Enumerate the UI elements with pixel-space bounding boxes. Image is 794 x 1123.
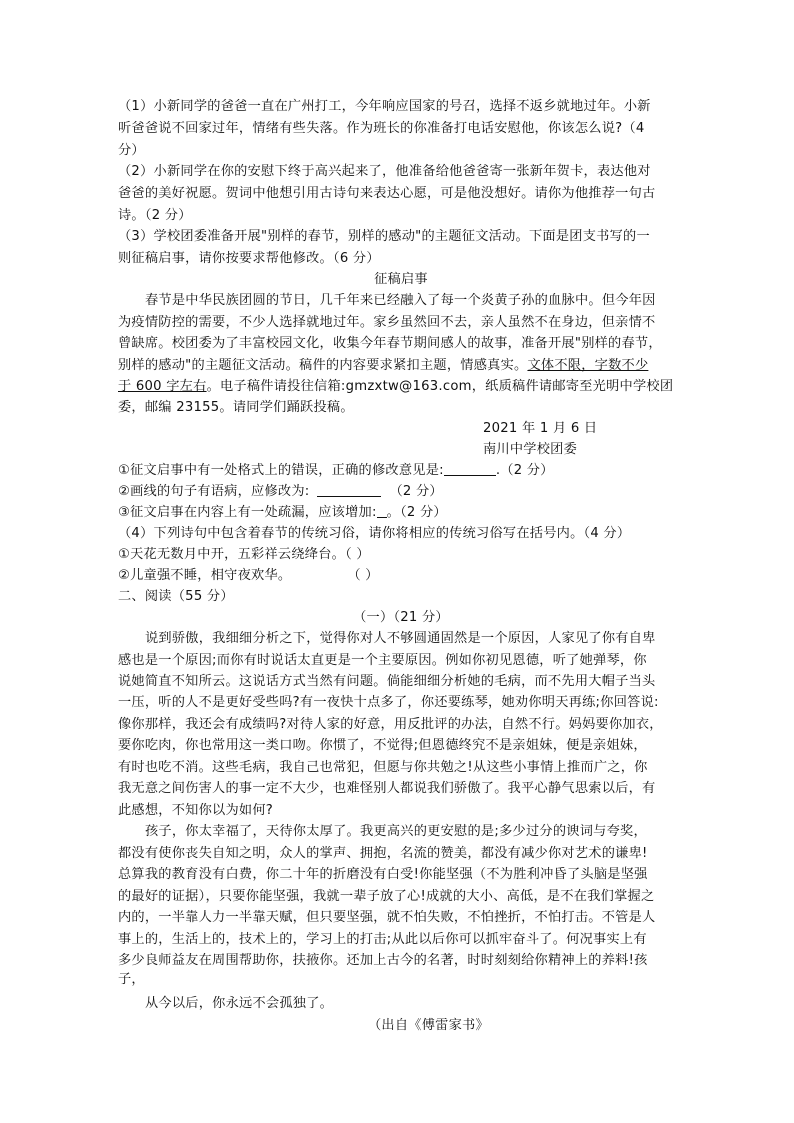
notice-line-2: 为疫情防控的需要，不少人选择就地过年。家乡虽然回不去，亲人虽然不在身边，但亲情不 xyxy=(118,315,656,330)
passage-line: 内的，一半靠人力一半靠天赋，但只要坚强，就不怕失败，不怕挫折，不怕打击。不管是人 xyxy=(118,910,656,925)
passage-line: 多少良师益友在周围帮助你，扶掖你。还加上古今的名著，时时刻刻给你精神上的养料!孩 xyxy=(118,953,648,968)
q2-line-2: 爸爸的美好祝愿。贺词中他想引用古诗句来表达心愿，可是他没想好。请你为他推荐一句古 xyxy=(118,186,656,201)
notice-line-5 xyxy=(118,376,684,398)
passage-line: 一压，听的人不是更好受些吗?有一夜快十点多了，你还要练琴，她劝你明天再练;你回答说: xyxy=(118,695,659,710)
passage-line: 都没有使你丧失自知之明，众人的掌声、拥抱，名流的赞美，都没有减少你对艺术的谦卑! xyxy=(118,846,648,861)
q3-line-1: （3）学校团委准备开展"别样的春节，别样的感动"的主题征文活动。下面是团支书写的一 xyxy=(118,229,650,244)
passage-line: 说到骄傲，我细细分析之下，觉得你对人不够圆通固然是一个原因，人家见了你有自卑 xyxy=(145,631,656,646)
q4-item-2-text: ②儿童强不睡，相守夜欢华。 xyxy=(118,568,292,583)
notice-line-6: 委，邮编 23155。请同学们踊跃投稿。 xyxy=(118,400,354,415)
passage-line: 要你吃肉，你也常用这一类口吻。你惯了，不觉得;但恩德终究不是亲姐妹，便是亲姐妹， xyxy=(118,738,647,753)
passage-line: 像你那样，我还会有成绩吗?对待人家的好意，用反批评的办法，自然不行。妈妈要你加衣， xyxy=(118,717,663,732)
passage-line: 说她简直不知所云。这说话方式当然有问题。倘能细细分析她的毛病，而不先用大帽子当头 xyxy=(118,674,656,689)
subq-1-tail: .（2 分） xyxy=(495,463,554,478)
notice-line-1: 春节是中华民族团圆的节日，几千年来已经融入了每一个炎黄子孙的血脉中。但今年因 xyxy=(145,293,656,308)
part-1-title: （一）（21 分） xyxy=(353,610,449,625)
q4-item-2-paren: （ ） xyxy=(347,568,379,583)
q1-line-3: 分） xyxy=(118,143,145,158)
q4-item-2 xyxy=(118,565,684,587)
passage-line: 子， xyxy=(118,972,145,987)
subq-1-text: ①征文启事中有一处格式上的错误，正确的修改意见是: xyxy=(118,463,444,478)
answer-blank-2[interactable] xyxy=(317,482,381,497)
q1-line-1: （1）小新同学的爸爸一直在广州打工，今年响应国家的号召，选择不返乡就地过年。小新 xyxy=(118,99,651,114)
q3-line-2: 则征稿启事，请你按要求帮他修改。（6 分） xyxy=(118,251,380,266)
notice-line-5-rest: 。电子稿件请投往信箱:gmzxtw@163.com，纸质稿件请邮寄至光明中学校团 xyxy=(206,379,674,394)
notice-signer: 南川中学校团委 xyxy=(483,442,578,457)
passage-line: 孩子，你太幸福了，天待你太厚了。我更高兴的更安慰的是;多少过分的谀词与夸奖， xyxy=(145,824,647,839)
subq-3 xyxy=(118,502,684,524)
notice-line-3: 曾缺席。校团委为了丰富校园文化，收集今年春节期间感人的故事，准备开展"别样的春节， xyxy=(118,336,662,351)
subq-2 xyxy=(118,481,684,503)
subq-2-tail: （2 分） xyxy=(389,484,443,499)
q4-item-1: ①天花无数月中开，五彩祥云绕绛台。（ ） xyxy=(118,547,370,562)
passage-line: 的最好的证据），只要你能坚强，我就一辈子放了心!成就的大小、高低，是不在我们掌握之 xyxy=(118,889,655,904)
passage-line: 从今以后，你永远不会孤独了。 xyxy=(145,996,334,1011)
passage-line: 事上的，生活上的，技术上的，学习上的打击;从此以后你可以抓牢奋斗了。何况事实上有 xyxy=(118,932,647,947)
q1-line-2: 听爸爸说不回家过年，情绪有些失落。作为班长的你准备打电话安慰他，你该怎么说?（4 xyxy=(118,121,645,136)
subq-3-text: ③征文启事在内容上有一处疏漏，应该增加: xyxy=(118,505,377,520)
subq-3-tail: 。（2 分） xyxy=(386,505,447,520)
q2-line-3: 诗。（2 分） xyxy=(118,208,192,223)
passage-line: 我无意之间伤害人的事一定不大少，也难怪别人都说我们骄傲了。我平心静气思索以后，有 xyxy=(118,781,656,796)
passage-line: 此感想，不知你以为如何? xyxy=(118,803,274,818)
notice-date: 2021 年 1 月 6 日 xyxy=(483,421,598,436)
subq-1 xyxy=(118,460,684,482)
notice-title: 征稿启事 xyxy=(374,272,428,287)
section-2-heading: 二、阅读（55 分） xyxy=(118,589,234,604)
notice-line-4-text: 别样的感动"的主题征文活动。稿件的内容要求紧扣主题，情感真实。 xyxy=(118,358,528,373)
passage-line: 总算我的教育没有白费，你二十年的折磨没有白受!你能坚强（不为胜利冲昏了头脑是坚强 xyxy=(118,867,648,882)
underlined-sentence-part-1: 文体不限，字数不少 xyxy=(527,358,649,373)
passage-line: 有时也吃不消。这些毛病，我自己也常犯，但愿与你共勉之!从这些小事情上推而广之，你 xyxy=(118,760,648,775)
passage-source: （出自《傅雷家书》 xyxy=(368,1018,489,1033)
subq-2-text: ②画线的句子有语病，应修改为: xyxy=(118,484,310,499)
passage-line: 感也是一个原因;而你有时说话太直更是一个主要原因。例如你初见恩德，听了她弹琴，你 xyxy=(118,653,647,668)
underlined-sentence-part-2: 于 600 字左右 xyxy=(118,379,207,394)
notice-line-4 xyxy=(118,355,684,377)
q4-stem: （4）下列诗句中包含着春节的传统习俗，请你将相应的传统习俗写在括号内。（4 分） xyxy=(118,526,631,541)
answer-blank-1[interactable] xyxy=(444,461,496,476)
answer-blank-3[interactable] xyxy=(377,503,387,518)
q2-line-1: （2）小新同学在你的安慰下终于高兴起来了，他准备给他爸爸寄一张新年贺卡，表达他对 xyxy=(118,164,651,179)
